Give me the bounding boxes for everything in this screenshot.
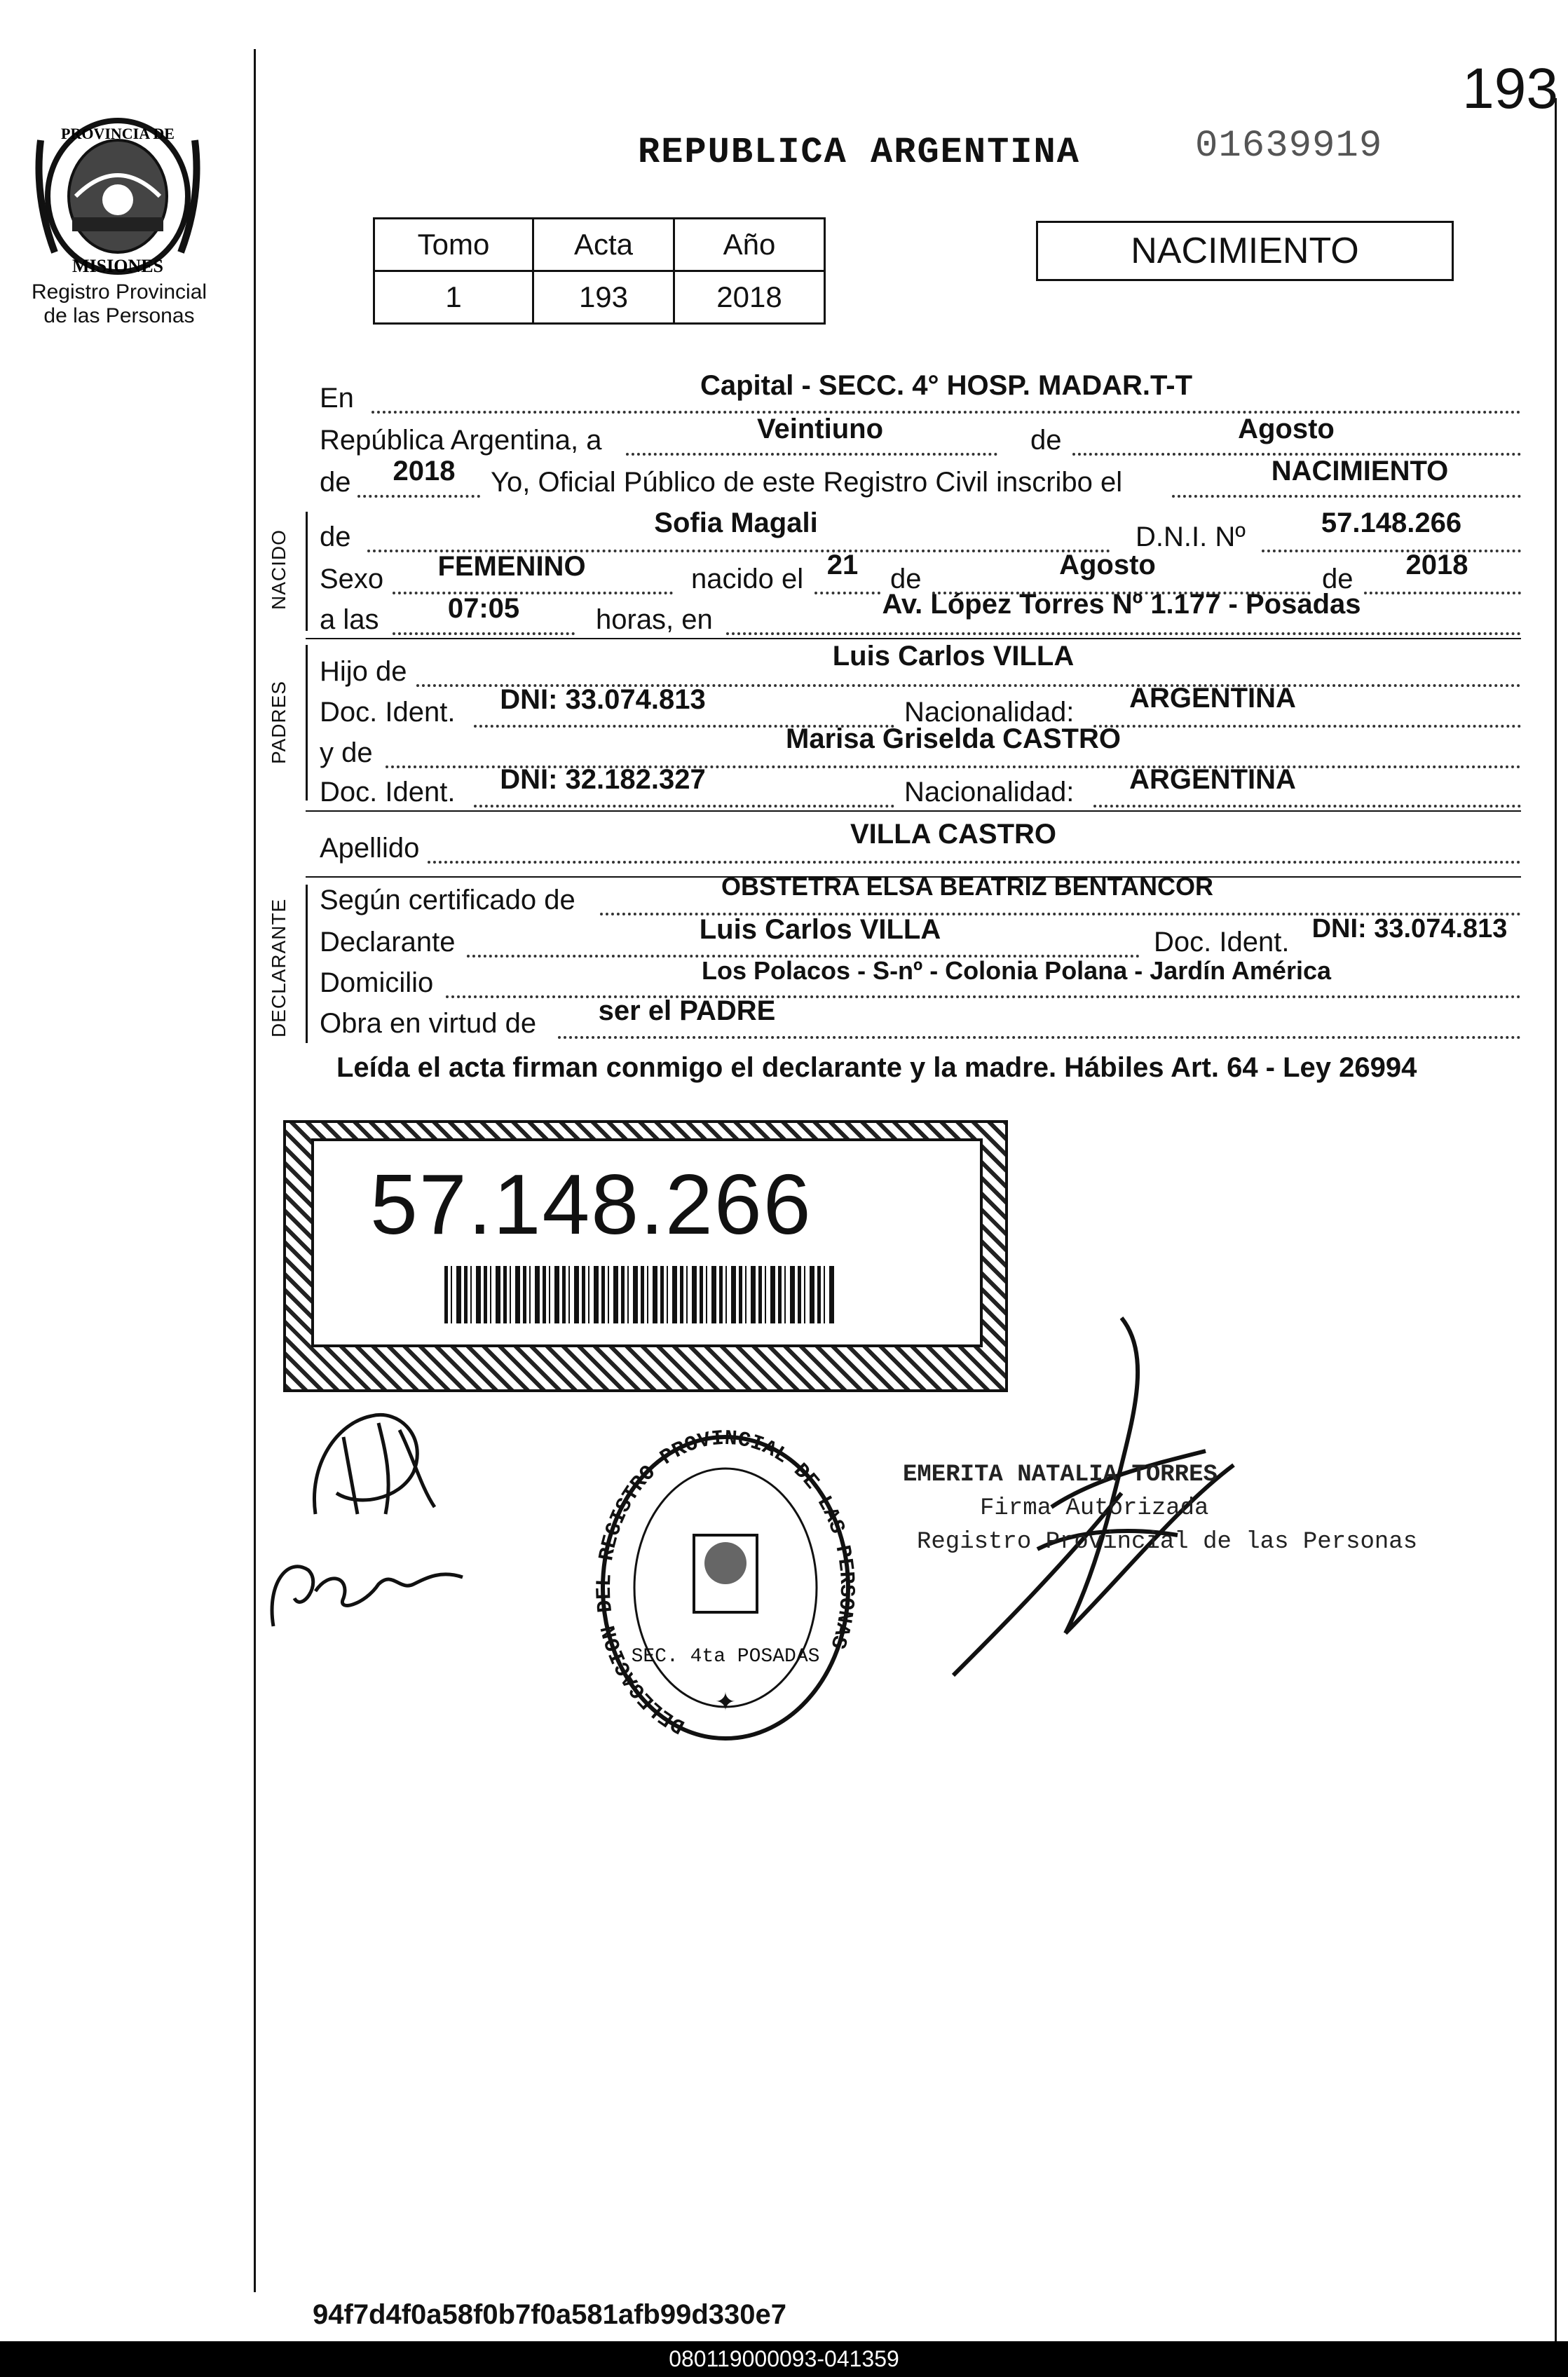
child-name: Sofia Magali <box>654 508 818 538</box>
sexo-label: Sexo <box>320 564 384 594</box>
day-words-value: Veintiuno <box>757 414 883 444</box>
logo-caption <box>14 280 224 328</box>
line-republica-de: de <box>1030 425 1062 456</box>
mother-nat: ARGENTINA <box>1129 764 1296 795</box>
padres-bottom-rule <box>306 810 1521 812</box>
official-stamp-office: Registro Provincial de las Personas <box>917 1529 1418 1555</box>
declarante-label: DECLARANTE <box>268 898 289 1037</box>
table-value-ano: 2018 <box>674 271 825 324</box>
hijo-label: Hijo de <box>320 656 407 687</box>
nacido-label: NACIDO <box>268 529 289 610</box>
dom-label: Domicilio <box>320 967 434 998</box>
act-value: NACIMIENTO <box>1271 456 1449 486</box>
birth-de-2: de <box>1322 564 1354 594</box>
logo-ring-top: PROVINCIA DE <box>61 125 175 142</box>
birth-de-1: de <box>890 564 922 594</box>
mother-nat-dots <box>1093 805 1521 808</box>
birth-month: Agosto <box>1059 550 1156 580</box>
line-republica-dots-1 <box>626 453 997 456</box>
page-number: 193 <box>1462 57 1558 121</box>
decl-doc: DNI: 33.074.813 <box>1311 914 1508 944</box>
line-de-dots-1 <box>357 495 480 498</box>
mother-nat-label: Nacionalidad: <box>904 777 1075 808</box>
apellido-value: VILLA CASTRO <box>850 819 1057 850</box>
logo-caption-line-2: de las Personas <box>43 304 195 327</box>
decl-doc-label: Doc. Ident. <box>1154 927 1290 958</box>
obra-label: Obra en virtud de <box>320 1008 537 1039</box>
seal-ring-text: DELEGACION D REGISTRO PROVINCIAL DE LAS PE NAS <box>596 1430 855 1738</box>
time-dots <box>393 632 575 635</box>
birth-day: 21 <box>826 550 859 580</box>
declarante-bar <box>306 885 308 1043</box>
birth-year: 2018 <box>1405 550 1468 580</box>
father-nat: ARGENTINA <box>1129 683 1296 714</box>
line-de-text: Yo, Oficial Público de este Registro Civil inscribo el <box>491 467 1123 498</box>
official-stamp-name: EMERITA NATALIA TORRES <box>903 1462 1218 1488</box>
padres-bar <box>306 645 308 801</box>
line-en-label: En <box>320 383 354 414</box>
line-de-label: de <box>320 467 351 498</box>
seal-inner-text: SEC. 4ta POSADAS <box>631 1646 820 1668</box>
official-stamp <box>903 1458 1417 1559</box>
month-value: Agosto <box>1238 414 1335 444</box>
father-name: Luis Carlos VILLA <box>832 641 1075 672</box>
line-de-dots-2 <box>1172 495 1521 498</box>
closing-statement: Leída el acta firman conmigo el declarante y la madre. Hábiles Art. 64 - Ley 26994 <box>336 1052 1417 1083</box>
official-stamp-role: Firma Autorizada <box>980 1495 1209 1522</box>
record-table <box>373 217 826 325</box>
table-header-ano: Año <box>674 219 825 271</box>
table-value-tomo: 1 <box>374 271 533 324</box>
year-value: 2018 <box>393 456 456 486</box>
padres-top-rule <box>306 638 1521 639</box>
dni-sticker <box>283 1120 1008 1392</box>
logo-caption-line-1: Registro Provincial <box>31 280 207 304</box>
father-nat-label: Nacionalidad: <box>904 697 1075 728</box>
footer-barcode-number: 080119000093-041359 <box>0 2341 1568 2377</box>
horas-label: horas, en <box>596 604 713 635</box>
father-doc-label: Doc. Ident. <box>320 697 456 728</box>
yde-label: y de <box>320 737 373 768</box>
table-header-acta: Acta <box>533 219 674 271</box>
birth-address: Av. López Torres Nº 1.177 - Posadas <box>882 589 1361 620</box>
dni-sticker-inner <box>311 1138 983 1347</box>
signature-left-1 <box>294 1395 463 1535</box>
apellido-label: Apellido <box>320 833 420 864</box>
alas-label: a las <box>320 604 379 635</box>
nacido-el-label: nacido el <box>691 564 804 594</box>
mother-doc: DNI: 32.182.327 <box>500 764 706 795</box>
decl-value: Luis Carlos VILLA <box>699 914 941 945</box>
dni-sticker-barcode <box>444 1266 837 1323</box>
line-republica-label: República Argentina, a <box>320 425 602 456</box>
cert-label: Según certificado de <box>320 885 575 915</box>
cert-value: OBSTETRA ELSA BEATRIZ BENTANCOR <box>721 872 1213 901</box>
sexo-value: FEMENINO <box>437 551 586 582</box>
apellido-dots <box>428 861 1521 864</box>
nacido-de-label: de <box>320 522 351 552</box>
padres-label: PADRES <box>268 680 289 764</box>
mother-name: Marisa Griselda CASTRO <box>786 723 1121 754</box>
dni-sticker-number: 57.148.266 <box>370 1157 812 1252</box>
country-title: REPUBLICA ARGENTINA <box>638 132 1080 173</box>
table-header-tomo: Tomo <box>374 219 533 271</box>
logo-ring-bottom: MISIONES <box>71 256 164 276</box>
obra-dots <box>558 1036 1521 1039</box>
mother-doc-dots <box>474 805 894 808</box>
obra-value: ser el PADRE <box>598 995 776 1026</box>
decl-label: Declarante <box>320 927 456 958</box>
dom-value: Los Polacos - S-nº - Colonia Polana - Jardín América <box>702 956 1331 985</box>
father-doc: DNI: 33.074.813 <box>500 684 706 715</box>
serial-number: 01639919 <box>1195 125 1383 168</box>
right-margin-rule <box>1555 98 1557 2341</box>
child-dni: 57.148.266 <box>1321 508 1462 538</box>
signature-left-2 <box>259 1528 484 1640</box>
official-seal <box>596 1430 855 1745</box>
record-type-box: NACIMIENTO <box>1036 221 1454 281</box>
document-hash: 94f7d4f0a58f0b7f0a581afb99d330e7 <box>313 2299 786 2330</box>
address-dots <box>726 632 1521 635</box>
svg-text:✦: ✦ <box>714 1687 737 1716</box>
place-value: Capital - SECC. 4° HOSP. MADAR.T-T <box>700 370 1192 401</box>
table-value-acta: 193 <box>533 271 674 324</box>
dni-label: D.N.I. Nº <box>1136 522 1246 552</box>
left-margin-rule <box>254 49 256 2292</box>
mother-doc-label: Doc. Ident. <box>320 777 456 808</box>
nacido-bar <box>306 512 308 631</box>
birth-time: 07:05 <box>447 593 520 624</box>
